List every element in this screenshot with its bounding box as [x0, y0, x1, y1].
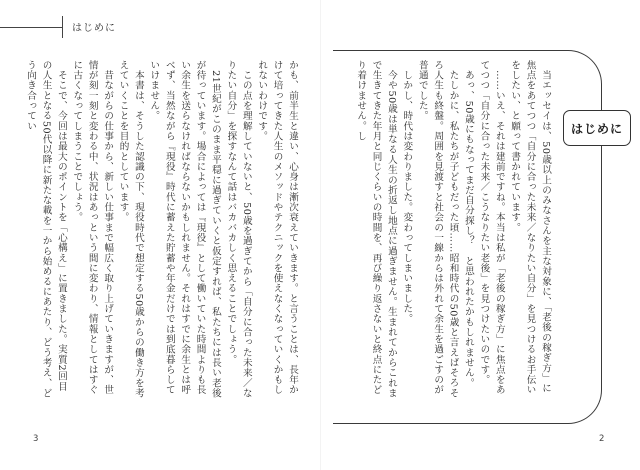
header-rule — [0, 27, 62, 28]
chapter-tab: はじめに — [563, 110, 631, 146]
page-number-right: 2 — [599, 434, 605, 444]
left-page-body: かも、前半生と違い、心身は漸次衰えていきます。と言うことは、長年かけて培ってきた人生のメソッドやテクニックを使えなくなっていくかもしれないわけです。 この点を理解していないと、50歳を過ぎてから「自分に合った未来／なりたい自分」を探すなんて話はバカバカしく思えることでしょう。 21世紀がこのまま平穏に過ぎていくと仮定すれば、私たちには長い老後が待っています。場合によっては『現役』として働いていた時間よりも長い余生を送らなければならないかもしれません。それはすでに余生とは呼べず、当然ながら『現役』時代に蓄えた貯蓄や年金だけでは到底暮らしていけません。 本書は、そうした認識の下、現役時代で想定する50歳からの働き方を考えていくことを目的としています。 昔ながらの仕事から、新しい仕事まで幅広く取り上げていきますが、世情が刻一刻と変わる中、状況はあっという間に変わり、情報としてはすぐに古くなってしまうことでしょう。 そこで、今回は最大のポイントを「心構え」に置きました。実質2回目の人生となる50代以降に新たな載を一から始めるにあたり、どう考え、どう向き合ってい — [25, 60, 298, 399]
running-head — [0, 16, 150, 38]
right-page-body: 当エッセイは、50歳以上のみなさんを主な対象に、「老後の稼ぎ方」に焦点をあてつつ「自分に合った未来／なりたい自分」を見つけるお手伝いをしたい、と願って書かれています。 ……いえ、それは建前ですね。本当は私が「老後の稼ぎ方」に焦点をあてつつ「自分に合った未来／こうなりたい老後」を見つけたいのです。 あっ、50歳にもなってまだ自分探し？ と思われたかもしれません。 たしかに、私たちが子どもだった頃……昭和時代の50歳と言えばそろそろ人生も終盤。周囲を見渡すと社会の一線からは外れて余生を過ごすのが普通でした。 しかし、時代は変わりました。変わってしまいました。 今や50歳は単なる人生の折返し地点に過ぎません。生まれてからこれまで生きてきた年月と同じくらいの時間を、再び繰り返さないと終点にたどり着けません。し — [355, 60, 551, 399]
gutter — [320, 0, 321, 470]
page-number-left: 3 — [33, 434, 39, 444]
header-tick — [62, 16, 63, 38]
section-title: はじめに — [72, 23, 116, 34]
